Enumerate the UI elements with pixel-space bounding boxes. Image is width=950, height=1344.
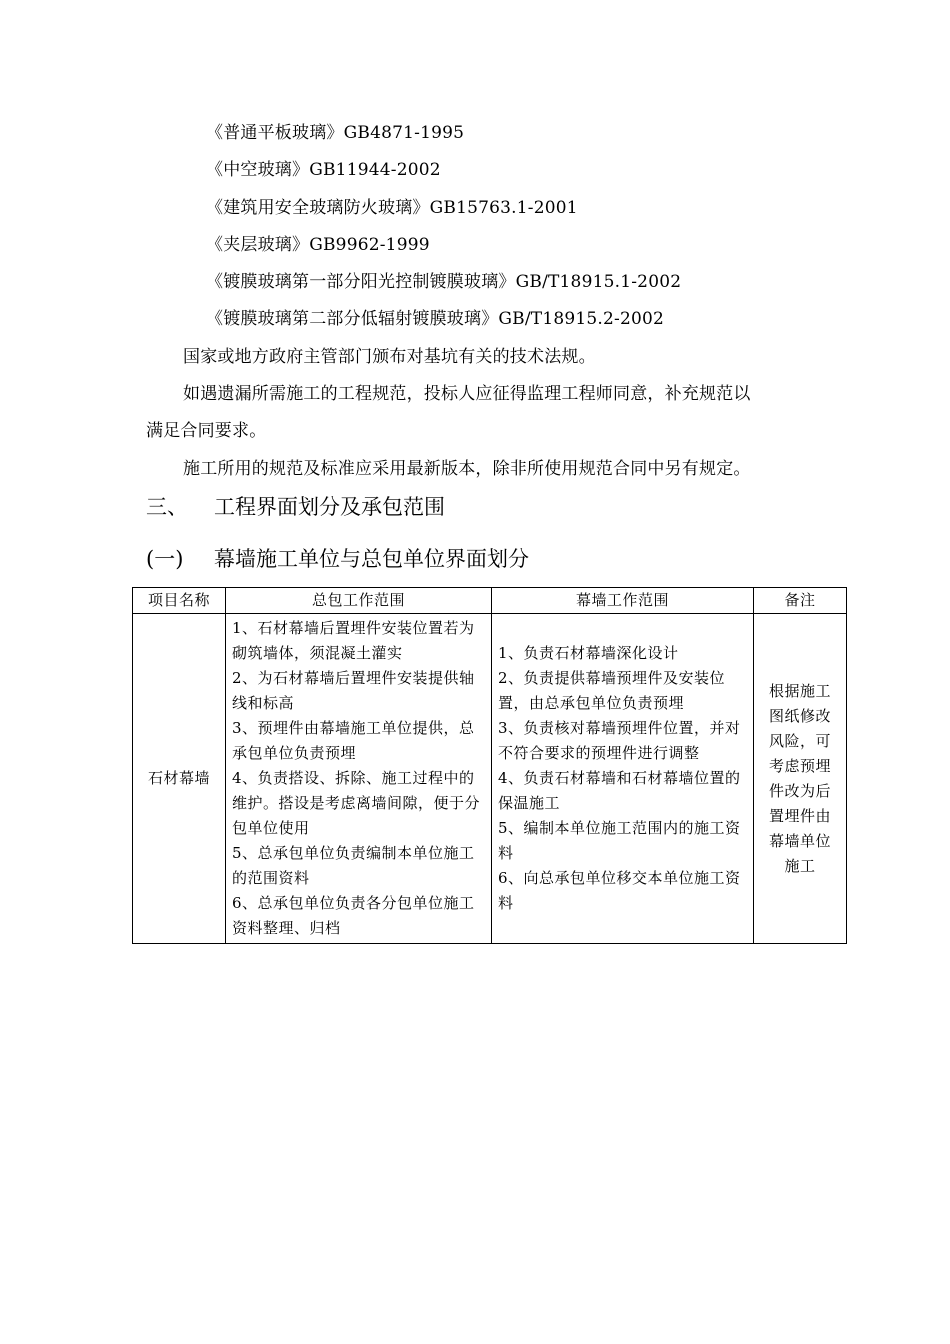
- curtain-scope-item: 3、负责核对幕墙预埋件位置，并对不符合要求的预埋件进行调整: [498, 719, 741, 762]
- scope-division-table: [132, 587, 847, 944]
- paragraph-omission-line2: 满足合同要求。: [146, 421, 267, 441]
- standard-item: 《夹层玻璃》GB9962-1999: [206, 235, 430, 255]
- section-title: 工程界面划分及承包范围: [214, 495, 445, 519]
- section-number: 三、: [146, 495, 188, 519]
- section-heading: [146, 492, 445, 522]
- paragraph-latest-version: 施工所用的规范及标准应采用最新版本，除非所使用规范合同中另有规定。: [183, 459, 751, 479]
- subsection-title: 幕墙施工单位与总包单位界面划分: [214, 547, 529, 571]
- cell-remark: 根据施工图纸修改风险，可考虑预埋件改为后置埋件由幕墙单位施工: [754, 614, 847, 944]
- cell-project-name: 石材幕墙: [133, 614, 226, 944]
- cell-general-scope: [226, 614, 492, 944]
- standard-item: 《镀膜玻璃第一部分阳光控制镀膜玻璃》GB/T18915.1-2002: [206, 272, 682, 292]
- header-curtain-scope: 幕墙工作范围: [492, 588, 754, 614]
- table-row: [133, 614, 847, 944]
- general-scope-item: 6、总承包单位负责各分包单位施工资料整理、归档: [232, 894, 475, 937]
- standard-item: 《中空玻璃》GB11944-2002: [206, 160, 441, 180]
- header-remark: 备注: [754, 588, 847, 614]
- header-project-name: 项目名称: [133, 588, 226, 614]
- paragraph-omission-line1: 如遇遗漏所需施工的工程规范，投标人应征得监理工程师同意，补充规范以: [183, 384, 751, 404]
- curtain-scope-item: 1、负责石材幕墙深化设计: [498, 644, 679, 662]
- general-scope-item: 3、预埋件由幕墙施工单位提供，总承包单位负责预埋: [232, 719, 475, 762]
- subsection-heading: [146, 544, 529, 574]
- header-general-scope: 总包工作范围: [226, 588, 492, 614]
- general-scope-item: 2、为石材幕墙后置埋件安装提供轴线和标高: [232, 669, 475, 712]
- general-scope-item: 4、负责搭设、拆除、施工过程中的维护。搭设是考虑离墙间隙，便于分包单位使用: [232, 769, 481, 837]
- standard-item: 《镀膜玻璃第二部分低辐射镀膜玻璃》GB/T18915.2-2002: [206, 309, 665, 329]
- cell-curtain-scope: [492, 614, 754, 944]
- general-scope-item: 1、石材幕墙后置埋件安装位置若为砌筑墙体，须混凝土灌实: [232, 619, 475, 662]
- table-header-row: [133, 588, 847, 614]
- standard-item: 《普通平板玻璃》GB4871-1995: [206, 123, 465, 143]
- paragraph-regulations: 国家或地方政府主管部门颁布对基坑有关的技术法规。: [183, 347, 596, 367]
- curtain-scope-item: 2、负责提供幕墙预埋件及安装位置，由总承包单位负责预埋: [498, 669, 726, 712]
- general-scope-item: 5、总承包单位负责编制本单位施工的范围资料: [232, 844, 475, 887]
- subsection-number: (一): [146, 547, 184, 571]
- curtain-scope-item: 6、向总承包单位移交本单位施工资料: [498, 869, 741, 912]
- standard-item: 《建筑用安全玻璃防火玻璃》GB15763.1-2001: [206, 198, 578, 218]
- curtain-scope-item: 5、编制本单位施工范围内的施工资料: [498, 819, 741, 862]
- curtain-scope-item: 4、负责石材幕墙和石材幕墙位置的保温施工: [498, 769, 741, 812]
